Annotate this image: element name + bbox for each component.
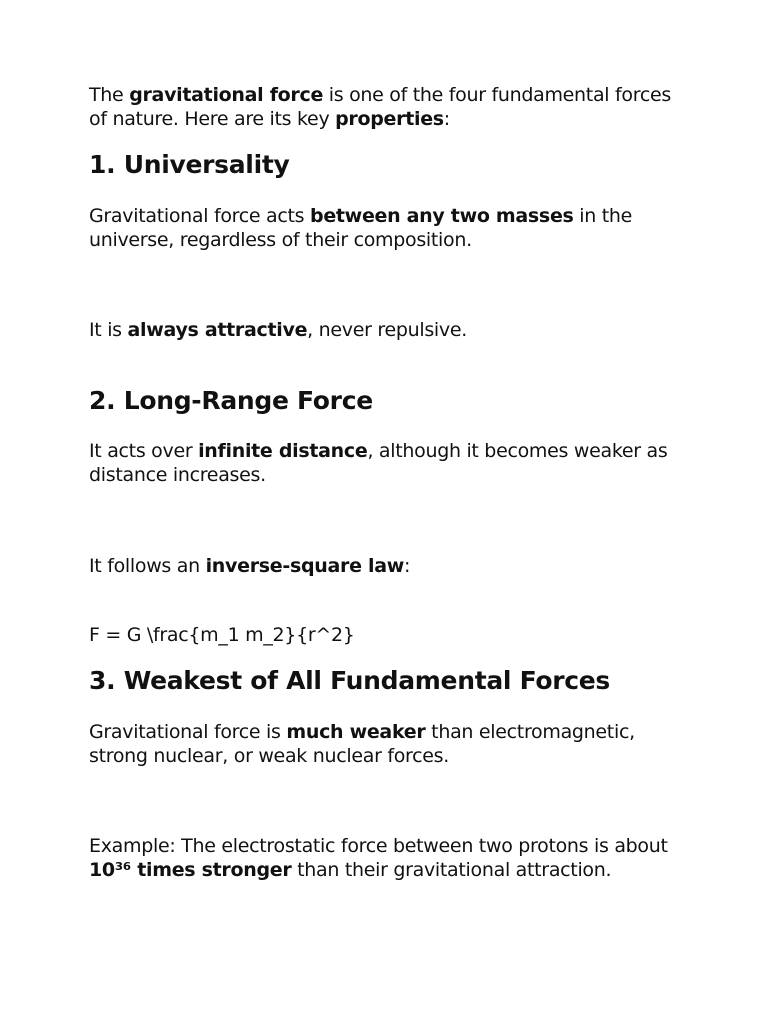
s2p1-text-1: It acts over	[89, 440, 199, 462]
section-1-paragraph-2	[89, 318, 689, 342]
intro-paragraph	[89, 83, 689, 131]
s3p2-bold: 10³⁶ times stronger	[89, 859, 292, 881]
s2p1-bold: infinite distance	[198, 440, 368, 462]
s2p2-text-1: It follows an	[89, 555, 206, 577]
section-1-heading: 1. Universality	[89, 150, 290, 179]
s1p2-text-2: , never repulsive.	[307, 319, 467, 341]
s1p1-text-2: in the universe, regardless of their composition.	[89, 205, 633, 251]
s3p1-text-1: Gravitational force is	[89, 721, 287, 743]
intro-bold-gravitational-force: gravitational force	[129, 84, 324, 106]
s1p2-text-1: It is	[89, 319, 128, 341]
intro-text-1: The	[89, 84, 130, 106]
s2p1-text-2: , although it becomes weaker as distance increases.	[89, 440, 668, 486]
section-2-paragraph-1	[89, 439, 689, 487]
s1p2-bold: always attractive	[127, 319, 308, 341]
intro-bold-properties: properties	[335, 108, 444, 130]
section-3-paragraph-2	[89, 834, 689, 882]
intro-text-3: :	[443, 108, 450, 130]
section-1-paragraph-1	[89, 204, 689, 252]
section-3-heading: 3. Weakest of All Fundamental Forces	[89, 666, 611, 695]
s3p2-text-2: than their gravitational attraction.	[291, 859, 612, 881]
intro-text-2: is one of the four fundamental forces of nature. Here are its key	[89, 84, 671, 130]
s1p1-bold: between any two masses	[310, 205, 574, 227]
section-2-paragraph-2	[89, 554, 689, 578]
section-3-paragraph-1	[89, 720, 689, 768]
section-2-heading: 2. Long-Range Force	[89, 386, 373, 415]
s2p2-text-2: :	[403, 555, 411, 577]
s3p1-text-2: than electromagnetic, strong nuclear, or weak nuclear forces.	[89, 721, 635, 767]
s1p1-text-1: Gravitational force acts	[89, 205, 311, 227]
s3p1-bold: much weaker	[286, 721, 426, 743]
s3p2-text-1: Example: The electrostatic force between two protons is about	[89, 835, 668, 857]
formula-line: F = G \frac{m_1 m_2}{r^2}	[89, 624, 355, 646]
s2p2-bold: inverse-square law	[205, 555, 404, 577]
